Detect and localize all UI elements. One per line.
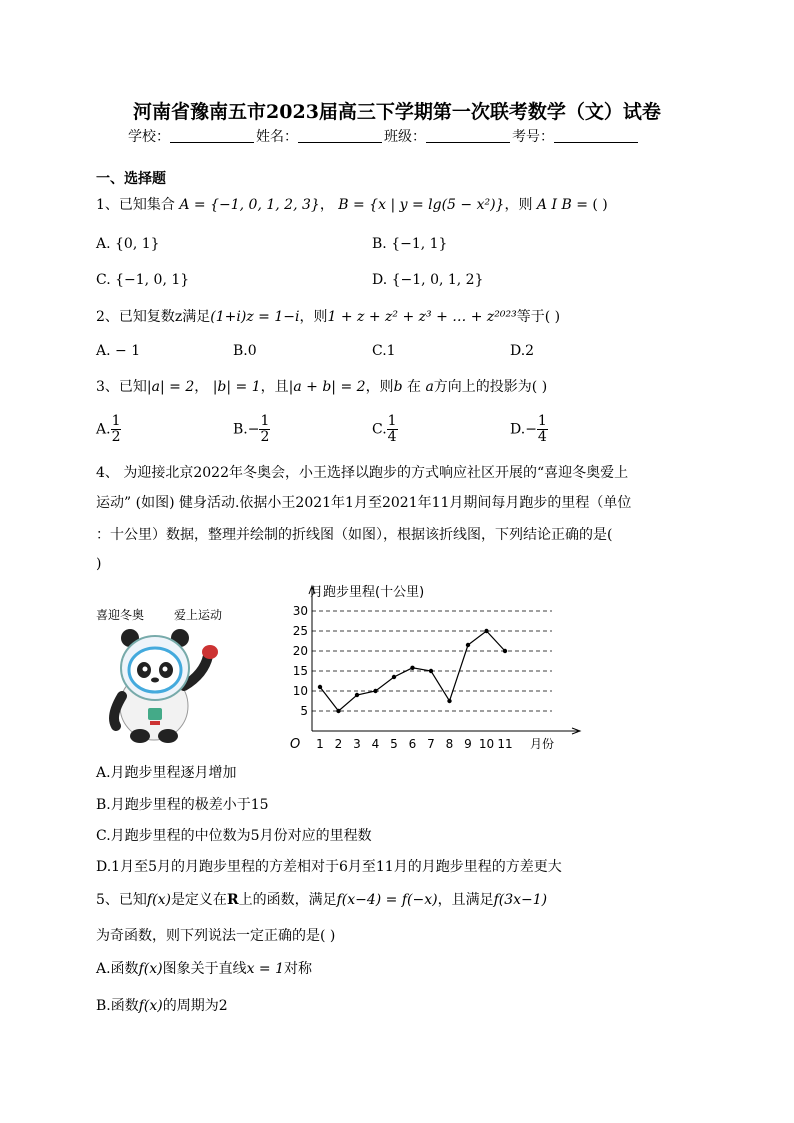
origin-label: O <box>290 737 301 752</box>
q4-option-d[interactable]: D.1月至5月的月跑步里程的方差相对于6月至11月的月跑步里程的方差更大 <box>96 859 562 875</box>
y-tick-label: 25 <box>292 624 308 638</box>
q1-text-3: = ( ) <box>576 197 608 213</box>
denominator: 4 <box>387 429 397 445</box>
q1-option-b[interactable]: B. {−1, 1} <box>372 236 448 252</box>
q4-option-b[interactable]: B.月跑步里程的极差小于15 <box>96 797 269 813</box>
data-point <box>447 699 451 703</box>
q1-expr: A I B <box>536 197 572 213</box>
q4-line-3: ：十公里）数据，整理并绘制的折线图（如图），根据该折线图，下列结论正确的是( <box>96 527 613 543</box>
q3-option-a-fraction <box>111 414 122 445</box>
y-axis-label: 月跑步里程(十公里) <box>310 585 425 600</box>
question-2-stem <box>96 306 560 326</box>
data-point <box>484 629 488 633</box>
section-heading: 一、选择题 <box>96 171 166 187</box>
x-tick-label: 10 <box>478 737 495 751</box>
q3-vector-a: a <box>425 379 434 395</box>
q3-option-d[interactable] <box>510 414 548 445</box>
q4-line-2: 运动” (如图) 健身活动.依据小王2021年1月至2021年11月期间每月跑步的里程（单位 <box>96 495 632 511</box>
numerator: 1 <box>387 413 397 429</box>
q5-option-a-text: A.函数 <box>96 961 139 977</box>
q5-option-b-text: B.函数 <box>96 998 139 1014</box>
q4-option-c[interactable]: C.月跑步里程的中位数为5月份对应的里程数 <box>96 828 372 844</box>
q3-vector-b: b <box>393 379 403 395</box>
q3-text-3: ，则 <box>365 379 394 395</box>
q5-fx: f(x) <box>146 892 171 908</box>
x-tick-label: 1 <box>316 737 324 751</box>
q5-real-set: R <box>226 892 239 908</box>
data-point <box>429 669 433 673</box>
q4-line-1: 4、 为迎接北京2022年冬奥会，小王选择以跑步的方式响应社区开展的“喜迎冬奥爱上 <box>96 465 629 481</box>
q1-text: 1、已知集合 <box>96 197 175 213</box>
q2-option-d[interactable]: D.2 <box>510 343 535 359</box>
name-label: 姓名： <box>256 129 298 145</box>
mascot-caption-left: 喜迎冬奥 <box>96 608 145 622</box>
q5-option-b-fx: f(x) <box>138 998 163 1014</box>
q5-cond-2: f(3x−1) <box>493 892 548 908</box>
mascot-caption-right: 爱上运动 <box>174 608 223 622</box>
q5-option-a[interactable] <box>96 958 312 978</box>
q3-option-c[interactable] <box>372 414 398 445</box>
q3-option-c-fraction <box>387 414 398 445</box>
number-label: 考号： <box>512 129 554 145</box>
q5-text-3: 上的函数，满足 <box>238 892 337 908</box>
x-tick-label: 2 <box>334 737 343 751</box>
x-tick-label: 9 <box>464 737 472 751</box>
q5-line-2: 为奇函数，则下列说法一定正确的是( ) <box>96 928 336 944</box>
q5-option-a-text-2: 图象关于直线 <box>162 961 247 977</box>
q5-option-a-fx: f(x) <box>138 961 163 977</box>
name-blank[interactable] <box>298 129 382 143</box>
numerator: 1 <box>537 413 547 429</box>
page-title: 河南省豫南五市2023届高三下学期第一次联考数学（文）试卷 <box>133 101 661 123</box>
x-tick-label: 8 <box>445 737 454 751</box>
q2-option-c[interactable]: C.1 <box>372 343 396 359</box>
x-tick-label: 5 <box>390 737 398 751</box>
x-tick-label: 4 <box>371 737 380 751</box>
q3-text: 3、已知 <box>96 379 147 395</box>
data-point <box>392 675 396 679</box>
number-blank[interactable] <box>554 129 638 143</box>
q1-set-a: A = {−1, 0, 1, 2, 3} <box>179 197 320 213</box>
y-tick-label: 20 <box>292 644 308 658</box>
q2-condition: (1+i)z = 1−i <box>210 309 300 325</box>
class-label: 班级： <box>384 129 426 145</box>
question-5-stem <box>96 889 547 909</box>
q2-option-b[interactable]: B.0 <box>233 343 257 359</box>
q1-option-c[interactable]: C. {−1, 0, 1} <box>96 272 190 288</box>
x-axis-label: 月份 <box>530 737 555 751</box>
x-tick-label: 7 <box>427 737 435 751</box>
data-point <box>336 709 340 713</box>
q4-option-a[interactable]: A.月跑步里程逐月增加 <box>96 765 237 781</box>
y-tick-label: 10 <box>292 684 308 698</box>
school-blank[interactable] <box>170 129 254 143</box>
q4-line-4: ) <box>96 556 102 572</box>
q3-option-b-sign: − <box>247 421 260 438</box>
q1-option-d[interactable]: D. {−1, 0, 1, 2} <box>372 272 484 288</box>
data-point <box>410 666 414 670</box>
question-1-stem: 1、已知集合 A = {−1, 0, 1, 2, 3}， B = {x | y = lg(5 − x²)}，则 A I B = ( ) <box>96 197 608 213</box>
q5-option-b-text-2: 的周期为2 <box>162 998 228 1014</box>
q2-option-a[interactable]: A. − 1 <box>96 343 141 359</box>
data-point <box>503 649 507 653</box>
q3-cond-1: |a| = 2 <box>146 379 195 395</box>
school-label: 学校： <box>128 129 170 145</box>
q1-text-2: ，则 <box>504 197 533 213</box>
x-tick-label: 11 <box>497 737 513 751</box>
denominator: 2 <box>111 429 121 445</box>
y-tick-label: 30 <box>292 604 308 618</box>
data-point <box>373 689 377 693</box>
q3-option-b-label: B. <box>233 421 248 438</box>
q1-option-a[interactable]: A. {0, 1} <box>96 236 160 252</box>
q5-text-2: 是定义在 <box>170 892 227 908</box>
q3-option-c-label: C. <box>372 421 387 438</box>
data-point <box>466 643 470 647</box>
q3-text-4: 在 <box>406 379 421 395</box>
q3-cond-3: |a + b| = 2 <box>288 379 366 395</box>
q2-expr: 1 + z + z² + z³ + … + z²⁰²³ <box>327 309 517 325</box>
q3-option-d-fraction <box>537 414 548 445</box>
x-tick-label: 3 <box>353 737 361 751</box>
q2-text-3: 等于( ) <box>516 309 561 325</box>
q3-option-b[interactable] <box>233 414 270 445</box>
q3-option-b-fraction <box>259 414 270 445</box>
q5-text-4: ，且满足 <box>437 892 494 908</box>
numerator: 1 <box>260 413 270 429</box>
q2-text: 2、已知复数z满足 <box>96 309 211 325</box>
denominator: 2 <box>260 429 270 445</box>
data-point <box>355 693 359 697</box>
q5-cond-1: f(x−4) = f(−x) <box>336 892 438 908</box>
q3-cond-2: |b| = 1 <box>212 379 261 395</box>
y-tick-label: 15 <box>292 664 308 678</box>
y-tick-label: 5 <box>300 704 308 718</box>
q3-text-5: 方向上的投影为( ) <box>433 379 548 395</box>
denominator: 4 <box>537 429 547 445</box>
q3-option-a-label: A. <box>96 421 111 438</box>
class-blank[interactable] <box>426 129 510 143</box>
q5-option-b[interactable] <box>96 995 228 1015</box>
q2-text-2: ，则 <box>299 309 328 325</box>
q5-option-a-text-3: 对称 <box>284 961 313 977</box>
q1-set-b: B = {x | y = lg(5 − x²)} <box>338 197 505 213</box>
q3-text-2: ，且 <box>260 379 289 395</box>
x-tick-label: 6 <box>408 737 417 751</box>
mascot-image <box>96 626 226 746</box>
q5-text: 5、已知 <box>96 892 147 908</box>
q3-option-d-sign: − <box>525 421 537 438</box>
numerator: 1 <box>111 413 121 429</box>
data-point <box>318 685 322 689</box>
q3-option-a[interactable] <box>96 414 121 445</box>
q3-option-d-label: D. <box>510 421 526 438</box>
student-info-line <box>128 126 640 146</box>
running-mileage-line-chart <box>280 580 590 755</box>
q5-option-a-line: x = 1 <box>246 961 285 977</box>
question-3-stem: 3、已知|a| = 2， |b| = 1，且|a + b| = 2，则b 在 a方向上的投影为( ) <box>96 379 548 395</box>
